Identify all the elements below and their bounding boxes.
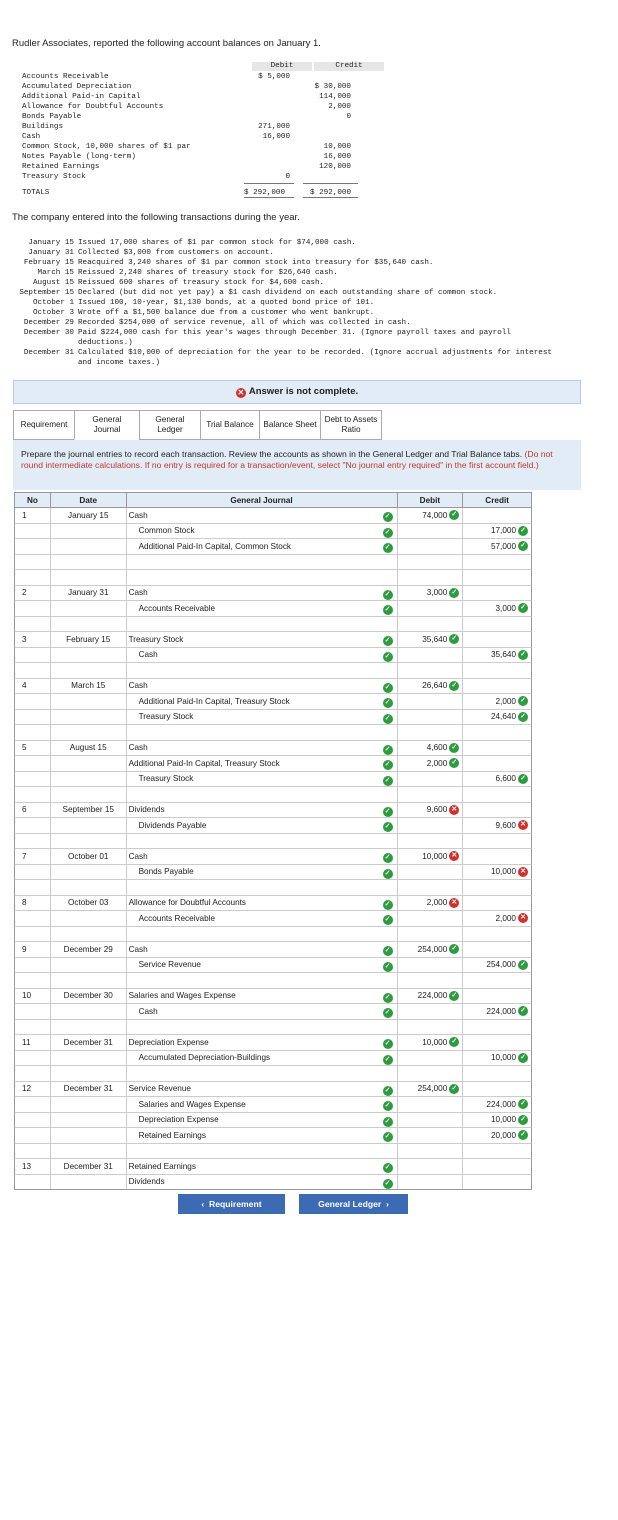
correct-icon: ✓ bbox=[383, 993, 393, 1003]
journal-row bbox=[14, 508, 532, 524]
journal-row bbox=[14, 772, 532, 788]
correct-icon: ✓ bbox=[518, 1130, 528, 1140]
correct-icon: ✓ bbox=[383, 822, 393, 832]
journal-row bbox=[14, 524, 532, 540]
account-select[interactable]: Dividends bbox=[128, 805, 165, 815]
balance-debit: 0 bbox=[285, 173, 290, 181]
entry-date[interactable]: December 29 bbox=[63, 944, 113, 954]
correct-icon: ✓ bbox=[383, 760, 393, 770]
entry-date[interactable]: March 15 bbox=[71, 681, 106, 691]
debit-input[interactable]: 10,000 bbox=[422, 851, 448, 861]
instructions-text: Prepare the journal entries to record each transaction. Review the accounts as shown in the General Ledger and Trial Balance tabs. bbox=[21, 449, 523, 459]
journal-row bbox=[14, 958, 532, 974]
transaction-item bbox=[10, 308, 618, 318]
correct-icon: ✓ bbox=[383, 1039, 393, 1049]
account-select[interactable]: Treasury Stock bbox=[138, 774, 194, 784]
chevron-left-icon: ‹ bbox=[201, 1199, 210, 1209]
account-select[interactable]: Cash bbox=[138, 650, 158, 660]
balance-row bbox=[20, 112, 365, 122]
correct-icon: ✓ bbox=[383, 1101, 393, 1111]
balance-credit: 10,000 bbox=[323, 143, 351, 151]
next-label: General Ledger bbox=[318, 1199, 382, 1209]
correct-icon: ✓ bbox=[449, 634, 459, 644]
entry-number: 3 bbox=[22, 634, 27, 644]
credit-input[interactable]: 2,000 bbox=[495, 913, 516, 923]
account-select[interactable]: Accounts Receivable bbox=[138, 603, 216, 613]
debit-header: Debit bbox=[252, 62, 312, 71]
error-icon: ✕ bbox=[237, 388, 245, 397]
balance-credit: 16,000 bbox=[323, 153, 351, 161]
correct-icon: ✓ bbox=[518, 1006, 528, 1016]
transaction-text: Paid $224,000 cash for this year's wages through December 31. (Ignore payroll taxes and payroll deductions.) bbox=[78, 329, 511, 347]
transaction-item bbox=[10, 348, 618, 368]
correct-icon: ✓ bbox=[383, 1132, 393, 1142]
journal-row bbox=[14, 896, 532, 912]
correct-icon: ✓ bbox=[449, 1084, 459, 1094]
balance-row bbox=[20, 72, 365, 82]
journal-row bbox=[14, 741, 532, 757]
balance-credit: $ 30,000 bbox=[314, 83, 351, 91]
account-select[interactable]: Retained Earnings bbox=[138, 1130, 206, 1140]
account-select[interactable]: Service Revenue bbox=[138, 960, 201, 970]
journal-row bbox=[14, 818, 532, 834]
balance-credit: 0 bbox=[346, 113, 351, 121]
entry-number: 8 bbox=[22, 898, 27, 908]
transaction-date: October 3 bbox=[32, 309, 74, 317]
account-select[interactable]: Cash bbox=[128, 681, 148, 691]
credit-input[interactable]: 6,600 bbox=[495, 774, 516, 784]
transaction-text: Collected $3,000 from customers on account. bbox=[78, 249, 274, 257]
correct-icon: ✓ bbox=[383, 698, 393, 708]
journal-spacer-row bbox=[14, 1144, 532, 1160]
account-select[interactable]: Bonds Payable bbox=[138, 867, 194, 877]
transaction-text: Declared (but did not yet pay) a $1 cash dividend on each outstanding share of common stock. bbox=[78, 289, 498, 297]
journal-row bbox=[14, 586, 532, 602]
correct-icon: ✓ bbox=[383, 853, 393, 863]
transactions-list bbox=[10, 238, 618, 368]
transaction-date: February 15 bbox=[23, 259, 74, 267]
credit-input[interactable]: 35,640 bbox=[490, 650, 516, 660]
account-select[interactable]: Dividends bbox=[128, 1177, 165, 1187]
incorrect-icon: ✕ bbox=[449, 805, 459, 815]
correct-icon: ✓ bbox=[518, 1115, 528, 1125]
transaction-item bbox=[10, 298, 618, 308]
account-select[interactable]: Depreciation Expense bbox=[128, 1037, 209, 1047]
account-select[interactable]: Treasury Stock bbox=[128, 634, 184, 644]
correct-icon: ✓ bbox=[383, 1055, 393, 1065]
entry-number: 9 bbox=[22, 944, 27, 954]
entry-date[interactable]: January 31 bbox=[67, 588, 109, 598]
entry-number: 5 bbox=[22, 743, 27, 753]
debit-input[interactable]: 10,000 bbox=[422, 1037, 448, 1047]
account-select[interactable]: Accounts Receivable bbox=[138, 913, 216, 923]
tab-debt-to-assets-ratio[interactable]: Debt to Assets Ratio bbox=[320, 410, 382, 440]
prev-label: Requirement bbox=[209, 1199, 262, 1209]
correct-icon: ✓ bbox=[518, 696, 528, 706]
credit-input[interactable]: 2,000 bbox=[495, 696, 516, 706]
entry-date[interactable]: January 15 bbox=[67, 510, 109, 520]
col-date: Date bbox=[51, 493, 127, 507]
transaction-text: Recorded $254,000 of service revenue, all of which was collected in cash. bbox=[78, 319, 411, 327]
journal-row bbox=[14, 942, 532, 958]
debit-input[interactable]: 254,000 bbox=[417, 1084, 448, 1094]
journal-spacer-row bbox=[14, 617, 532, 633]
account-select[interactable]: Cash bbox=[128, 944, 148, 954]
incorrect-icon: ✕ bbox=[449, 851, 459, 861]
credit-input[interactable]: 20,000 bbox=[490, 1130, 516, 1140]
journal-row bbox=[14, 1113, 532, 1129]
correct-icon: ✓ bbox=[449, 944, 459, 954]
balance-account: Buildings bbox=[22, 123, 64, 131]
journal-row bbox=[14, 632, 532, 648]
balance-row bbox=[20, 82, 365, 92]
balance-row bbox=[20, 122, 365, 132]
correct-icon: ✓ bbox=[383, 605, 393, 615]
account-select[interactable]: Retained Earnings bbox=[128, 1161, 196, 1171]
debit-total-rule bbox=[244, 183, 294, 184]
incorrect-icon: ✕ bbox=[518, 820, 528, 830]
balance-row bbox=[20, 142, 365, 152]
correct-icon: ✓ bbox=[518, 526, 528, 536]
journal-row bbox=[14, 849, 532, 865]
account-select[interactable]: Treasury Stock bbox=[138, 712, 194, 722]
transaction-text: Wrote off a $1,500 balance due from a customer who went bankrupt. bbox=[78, 309, 375, 317]
credit-input[interactable]: 24,640 bbox=[490, 712, 516, 722]
journal-spacer-row bbox=[14, 973, 532, 989]
correct-icon: ✓ bbox=[383, 683, 393, 693]
entry-date[interactable]: August 15 bbox=[69, 743, 107, 753]
transaction-item bbox=[10, 248, 618, 258]
chevron-right-icon: › bbox=[381, 1199, 389, 1209]
transaction-text: Issued 100, 10-year, $1,130 bonds, at a quoted bond price of 101. bbox=[78, 299, 375, 307]
correct-icon: ✓ bbox=[518, 960, 528, 970]
journal-row bbox=[14, 679, 532, 695]
correct-icon: ✓ bbox=[383, 543, 393, 553]
transactions-intro: The company entered into the following transactions during the year. bbox=[12, 212, 300, 223]
correct-icon: ✓ bbox=[383, 590, 393, 600]
total-credit: $ 292,000 bbox=[310, 189, 352, 197]
entry-date[interactable]: December 31 bbox=[63, 1037, 113, 1047]
correct-icon: ✓ bbox=[383, 1117, 393, 1127]
journal-row bbox=[14, 601, 532, 617]
incorrect-icon: ✕ bbox=[518, 867, 528, 877]
transaction-item bbox=[10, 238, 618, 248]
next-general-ledger-button[interactable] bbox=[299, 1194, 408, 1214]
credit-input[interactable]: 17,000 bbox=[490, 526, 516, 536]
balance-account: Common Stock, 10,000 shares of $1 par bbox=[22, 143, 191, 151]
transaction-date: December 31 bbox=[23, 349, 74, 357]
correct-icon: ✓ bbox=[383, 915, 393, 925]
correct-icon: ✓ bbox=[383, 528, 393, 538]
account-select[interactable]: Additional Paid-In Capital, Treasury Stock bbox=[138, 696, 290, 706]
transaction-date: December 29 bbox=[23, 319, 74, 327]
answer-status-text: Answer is not complete. bbox=[248, 386, 359, 397]
opening-balances-table bbox=[20, 62, 365, 200]
account-select[interactable]: Cash bbox=[128, 851, 148, 861]
entry-number: 4 bbox=[22, 681, 27, 691]
correct-icon: ✓ bbox=[518, 650, 528, 660]
debit-input[interactable]: 2,000 bbox=[426, 898, 448, 908]
journal-header-row bbox=[14, 492, 532, 508]
account-select[interactable]: Cash bbox=[128, 510, 148, 520]
credit-input[interactable]: 224,000 bbox=[486, 1006, 516, 1016]
journal-row bbox=[14, 1051, 532, 1067]
correct-icon: ✓ bbox=[518, 774, 528, 784]
debit-input[interactable]: 74,000 bbox=[422, 510, 448, 520]
journal-row bbox=[14, 1175, 532, 1191]
balance-debit: $ 5,000 bbox=[258, 73, 290, 81]
entry-number: 6 bbox=[22, 805, 27, 815]
credit-input[interactable]: 224,000 bbox=[486, 1099, 516, 1109]
entry-number: 2 bbox=[22, 588, 27, 598]
account-select[interactable]: Allowance for Doubtful Accounts bbox=[128, 898, 247, 908]
intro-text: Rudler Associates, reported the following account balances on January 1. bbox=[12, 38, 321, 49]
journal-row bbox=[14, 539, 532, 555]
balance-account: Allowance for Doubtful Accounts bbox=[22, 103, 164, 111]
journal-row bbox=[14, 1004, 532, 1020]
col-no: No bbox=[15, 493, 51, 507]
entry-date[interactable]: February 15 bbox=[66, 634, 111, 644]
correct-icon: ✓ bbox=[518, 712, 528, 722]
transaction-text: Calculated $10,000 of depreciation for the year to be recorded. (Ignore accrual adjustments for interest and income taxes.) bbox=[78, 349, 552, 367]
entry-date[interactable]: December 31 bbox=[63, 1161, 113, 1171]
correct-icon: ✓ bbox=[383, 1163, 393, 1173]
journal-row bbox=[14, 911, 532, 927]
journal-row bbox=[14, 865, 532, 881]
entry-date[interactable]: October 01 bbox=[67, 851, 109, 861]
journal-row bbox=[14, 1035, 532, 1051]
entry-date[interactable]: October 03 bbox=[67, 898, 109, 908]
balance-account: Accounts Receivable bbox=[22, 73, 109, 81]
journal-row bbox=[14, 1097, 532, 1113]
journal-row bbox=[14, 1128, 532, 1144]
balance-account: Treasury Stock bbox=[22, 173, 86, 181]
col-general-journal: General Journal bbox=[127, 493, 398, 507]
transaction-text: Reacquired 3,240 shares of $1 par common stock into treasury for $35,640 cash. bbox=[78, 259, 434, 267]
correct-icon: ✓ bbox=[383, 1086, 393, 1096]
correct-icon: ✓ bbox=[383, 745, 393, 755]
tab-balance-sheet[interactable]: Balance Sheet bbox=[259, 410, 321, 440]
tab-trial-balance[interactable]: Trial Balance bbox=[200, 410, 260, 440]
tab-requirement[interactable]: Requirement bbox=[13, 410, 75, 440]
journal-row bbox=[14, 555, 532, 571]
correct-icon: ✓ bbox=[383, 1179, 393, 1189]
journal-row bbox=[14, 803, 532, 819]
entry-number: 10 bbox=[22, 991, 32, 1001]
transaction-date: March 15 bbox=[37, 269, 74, 277]
instructions bbox=[13, 440, 581, 490]
credit-input[interactable]: 10,000 bbox=[490, 1053, 516, 1063]
transaction-date: October 1 bbox=[32, 299, 74, 307]
balance-account: Notes Payable (long-term) bbox=[22, 153, 136, 161]
balance-debit: 271,000 bbox=[258, 123, 290, 131]
correct-icon: ✓ bbox=[449, 681, 459, 691]
correct-icon: ✓ bbox=[518, 603, 528, 613]
account-select[interactable]: Accumulated Depreciation-Buildings bbox=[138, 1053, 271, 1063]
debit-input[interactable]: 2,000 bbox=[426, 758, 448, 768]
credit-input[interactable]: 254,000 bbox=[486, 960, 516, 970]
transaction-text: Issued 17,000 shares of $1 par common stock for $74,000 cash. bbox=[78, 239, 356, 247]
journal-spacer-row bbox=[14, 1066, 532, 1082]
totals-label: TOTALS bbox=[22, 189, 50, 197]
journal-row bbox=[14, 694, 532, 710]
journal-spacer-row bbox=[14, 663, 532, 679]
debit-input[interactable]: 3,000 bbox=[426, 588, 448, 598]
correct-icon: ✓ bbox=[449, 991, 459, 1001]
transaction-item bbox=[10, 318, 618, 328]
transaction-item bbox=[10, 258, 618, 268]
debit-input[interactable]: 4,600 bbox=[426, 743, 448, 753]
transaction-item bbox=[10, 328, 618, 348]
correct-icon: ✓ bbox=[449, 743, 459, 753]
correct-icon: ✓ bbox=[383, 946, 393, 956]
incorrect-icon: ✕ bbox=[449, 898, 459, 908]
tab-general-journal[interactable]: General Journal bbox=[74, 410, 140, 440]
account-select[interactable]: Dividends Payable bbox=[138, 820, 207, 830]
balance-row bbox=[20, 102, 365, 112]
account-select[interactable]: Cash bbox=[128, 588, 148, 598]
debit-input[interactable]: 224,000 bbox=[417, 991, 448, 1001]
journal-spacer-row bbox=[14, 880, 532, 896]
entry-number: 7 bbox=[22, 851, 27, 861]
credit-input[interactable]: 3,000 bbox=[495, 603, 516, 613]
correct-icon: ✓ bbox=[383, 962, 393, 972]
entry-date[interactable]: December 31 bbox=[63, 1084, 113, 1094]
transaction-date: September 15 bbox=[19, 289, 74, 297]
transaction-date: August 15 bbox=[32, 279, 74, 287]
correct-icon: ✓ bbox=[449, 588, 459, 598]
balance-account: Accumulated Depreciation bbox=[22, 83, 132, 91]
transaction-text: Reissued 600 shares of treasury stock for $4,600 cash. bbox=[78, 279, 325, 287]
credit-input[interactable]: 10,000 bbox=[490, 867, 516, 877]
balance-credit: 120,000 bbox=[319, 163, 351, 171]
correct-icon: ✓ bbox=[449, 510, 459, 520]
journal-spacer-row bbox=[14, 787, 532, 803]
correct-icon: ✓ bbox=[518, 541, 528, 551]
balance-row bbox=[20, 132, 365, 142]
credit-header: Credit bbox=[314, 62, 384, 71]
transaction-item bbox=[10, 278, 618, 288]
journal-row bbox=[14, 1082, 532, 1098]
correct-icon: ✓ bbox=[383, 512, 393, 522]
journal-row bbox=[14, 648, 532, 664]
journal-row bbox=[14, 989, 532, 1005]
account-select[interactable]: Salaries and Wages Expense bbox=[138, 1099, 246, 1109]
entry-date[interactable]: December 30 bbox=[63, 991, 113, 1001]
correct-icon: ✓ bbox=[518, 1053, 528, 1063]
journal-row bbox=[14, 710, 532, 726]
requirement-tabs bbox=[13, 410, 381, 440]
correct-icon: ✓ bbox=[383, 636, 393, 646]
instructions-note: (Do not round intermediate calculations. If no entry is required for a transaction/event, select "No journal entry required" in the first account field.) bbox=[21, 449, 553, 470]
transaction-text: Reissued 2,240 shares of treasury stock for $26,640 cash. bbox=[78, 269, 338, 277]
transaction-item bbox=[10, 268, 618, 278]
account-select[interactable]: Additional Paid-In Capital, Common Stock bbox=[138, 541, 292, 551]
entry-number: 13 bbox=[22, 1161, 32, 1171]
journal-spacer-row bbox=[14, 927, 532, 943]
account-select[interactable]: Common Stock bbox=[138, 526, 195, 536]
balance-debit: 16,000 bbox=[262, 133, 290, 141]
account-select[interactable]: Cash bbox=[128, 743, 148, 753]
balance-account: Bonds Payable bbox=[22, 113, 82, 121]
tab-general-ledger[interactable]: General Ledger bbox=[139, 410, 201, 440]
prev-requirement-button[interactable] bbox=[178, 1194, 285, 1214]
correct-icon: ✓ bbox=[383, 900, 393, 910]
journal-row bbox=[14, 1159, 532, 1175]
debit-input[interactable]: 9,600 bbox=[426, 805, 448, 815]
debit-input[interactable]: 26,640 bbox=[422, 681, 448, 691]
correct-icon: ✓ bbox=[383, 714, 393, 724]
journal-spacer-row bbox=[14, 1020, 532, 1036]
entry-number: 12 bbox=[22, 1084, 32, 1094]
correct-icon: ✓ bbox=[383, 1008, 393, 1018]
general-journal-table bbox=[14, 492, 532, 1190]
incorrect-icon: ✕ bbox=[518, 913, 528, 923]
credit-total-rule bbox=[303, 183, 358, 184]
answer-status-banner bbox=[13, 380, 581, 404]
balance-account: Additional Paid-in Capital bbox=[22, 93, 141, 101]
total-debit: $ 292,000 bbox=[244, 189, 286, 197]
transaction-date: December 30 bbox=[23, 329, 74, 337]
col-credit: Credit bbox=[485, 495, 509, 505]
correct-icon: ✓ bbox=[383, 869, 393, 879]
balance-credit: 114,000 bbox=[319, 93, 351, 101]
correct-icon: ✓ bbox=[383, 776, 393, 786]
debit-input[interactable]: 254,000 bbox=[417, 944, 448, 954]
credit-input[interactable]: 10,000 bbox=[490, 1115, 516, 1125]
account-select[interactable]: Additional Paid-In Capital, Treasury Stock bbox=[128, 758, 280, 768]
balance-credit: 2,000 bbox=[328, 103, 351, 111]
account-select[interactable]: Depreciation Expense bbox=[138, 1115, 219, 1125]
correct-icon: ✓ bbox=[383, 652, 393, 662]
correct-icon: ✓ bbox=[518, 1099, 528, 1109]
balance-account: Retained Earnings bbox=[22, 163, 100, 171]
balance-account: Cash bbox=[22, 133, 41, 141]
journal-spacer-row bbox=[14, 725, 532, 741]
balance-row bbox=[20, 172, 365, 182]
account-select[interactable]: Salaries and Wages Expense bbox=[128, 991, 236, 1001]
journal-row bbox=[14, 756, 532, 772]
balance-row bbox=[20, 92, 365, 102]
balance-row bbox=[20, 152, 365, 162]
transaction-date: January 31 bbox=[28, 249, 74, 257]
entry-number: 1 bbox=[22, 510, 27, 520]
transaction-item bbox=[10, 288, 618, 298]
correct-icon: ✓ bbox=[449, 758, 459, 768]
entry-number: 11 bbox=[22, 1037, 31, 1047]
col-debit: Debit bbox=[398, 493, 464, 507]
balance-row bbox=[20, 162, 365, 172]
transaction-date: January 15 bbox=[28, 239, 74, 247]
credit-double-rule bbox=[303, 197, 358, 198]
credit-input[interactable]: 57,000 bbox=[490, 541, 516, 551]
correct-icon: ✓ bbox=[449, 1037, 459, 1047]
journal-spacer-row bbox=[14, 570, 532, 586]
journal-spacer-row bbox=[14, 834, 532, 850]
entry-date[interactable]: September 15 bbox=[62, 805, 114, 815]
debit-double-rule bbox=[244, 197, 294, 198]
account-select[interactable]: Service Revenue bbox=[128, 1084, 191, 1094]
debit-input[interactable]: 35,640 bbox=[422, 634, 448, 644]
correct-icon: ✓ bbox=[383, 807, 393, 817]
account-select[interactable]: Cash bbox=[138, 1006, 158, 1016]
credit-input[interactable]: 9,600 bbox=[495, 820, 516, 830]
